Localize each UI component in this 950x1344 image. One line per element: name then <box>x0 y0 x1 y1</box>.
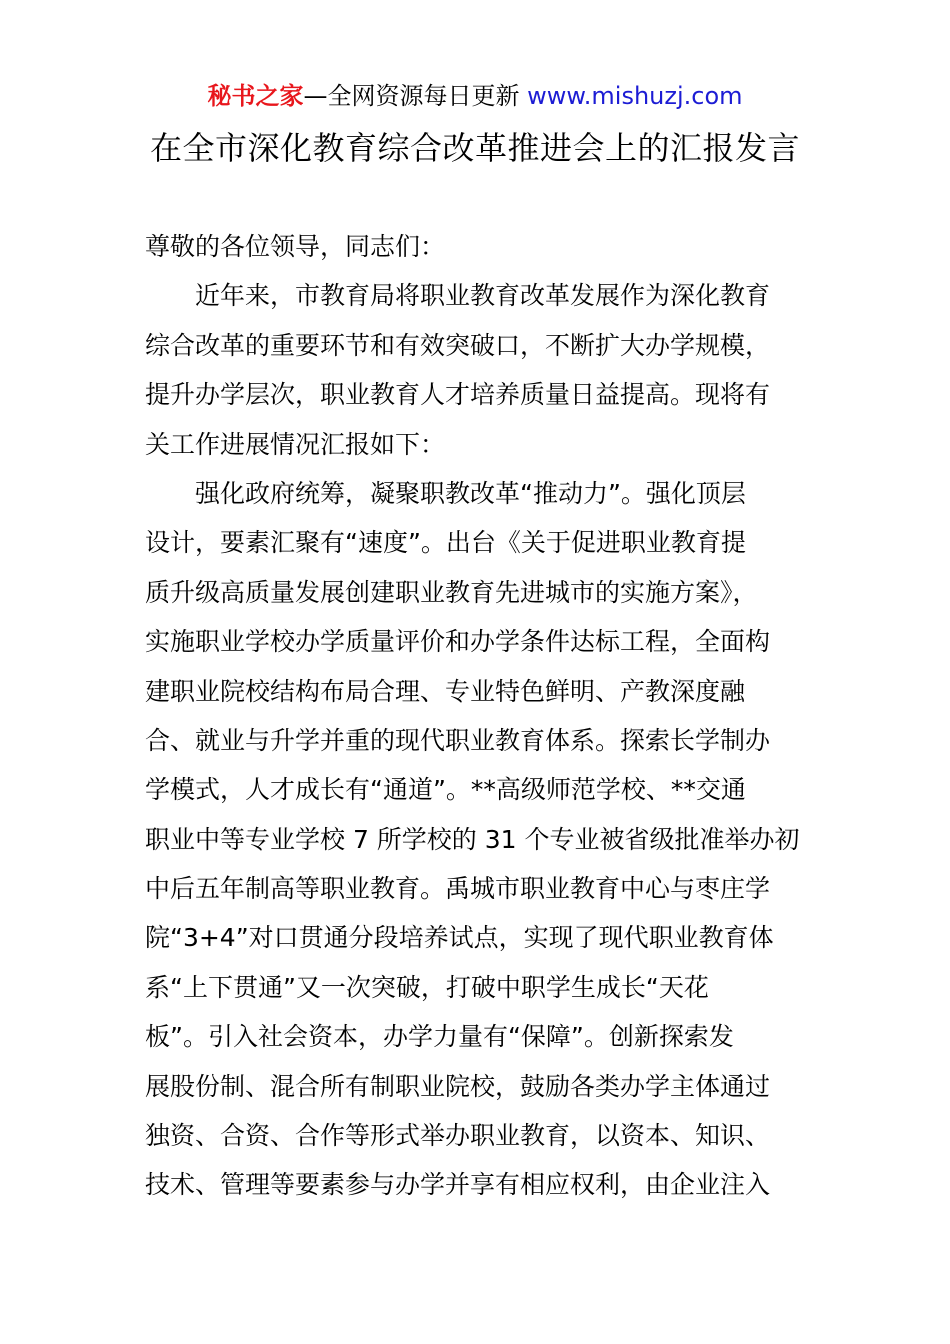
salutation-line: 尊敬的各位领导，同志们： <box>145 232 446 261</box>
paragraph-line: 实施职业学校办学质量评价和办学条件达标工程，全面构 <box>145 627 771 657</box>
site-brand: 秘书之家 <box>207 82 304 110</box>
document-title: 在全市深化教育综合改革推进会上的汇报发言 <box>149 129 800 167</box>
paragraph-line: 技术、管理等要素参与办学并享有相应权利，由企业注入 <box>145 1170 771 1200</box>
paragraph-line: 院“3+4”对口贯通分段培养试点，实现了现代职业教育体 <box>145 923 774 953</box>
paragraph-line: 合、就业与升学并重的现代职业教育体系。探索长学制办 <box>145 725 771 755</box>
paragraph-line: 学模式，人才成长有“通道”。**高级师范学校、**交通 <box>145 775 746 805</box>
paragraph-line: 中后五年制高等职业教育。禹城市职业教育中心与枣庄学 <box>145 874 771 904</box>
site-url-link[interactable]: www.mishuzj.com <box>527 82 743 110</box>
site-header <box>0 80 950 112</box>
paragraph-line: 关工作进展情况汇报如下： <box>145 429 446 459</box>
paragraph-line: 近年来，市教育局将职业教育改革发展作为深化教育 <box>195 281 771 311</box>
paragraph-line: 系“上下贯通”又一次突破，打破中职学生成长“天花 <box>145 972 709 1002</box>
paragraph-line: 建职业院校结构布局合理、专业特色鲜明、产教深度融 <box>145 676 746 706</box>
paragraph-line: 提升办学层次，职业教育人才培养质量日益提高。现将有 <box>145 380 771 410</box>
paragraph-line: 质升级高质量发展创建职业教育先进城市的实施方案》， <box>145 577 758 607</box>
document-body <box>145 222 809 1210</box>
paragraph-line: 展股份制、混合所有制职业院校，鼓励各类办学主体通过 <box>145 1071 771 1101</box>
site-tagline: —全网资源每日更新 <box>303 82 520 110</box>
paragraph-line: 独资、合资、合作等形式举办职业教育，以资本、知识、 <box>145 1121 771 1151</box>
paragraph-line: 板”。引入社会资本，办学力量有“保障”。创新探索发 <box>145 1022 734 1052</box>
paragraph-line: 职业中等专业学校 7 所学校的 31 个专业被省级批准举办初 <box>145 824 800 854</box>
paragraph-line: 强化政府统筹，凝聚职教改革“推动力”。强化顶层 <box>195 478 746 508</box>
paragraph-line: 综合改革的重要环节和有效突破口，不断扩大办学规模， <box>145 330 771 360</box>
paragraph-line: 设计，要素汇聚有“速度”。出台《关于促进职业教育提 <box>145 528 746 558</box>
